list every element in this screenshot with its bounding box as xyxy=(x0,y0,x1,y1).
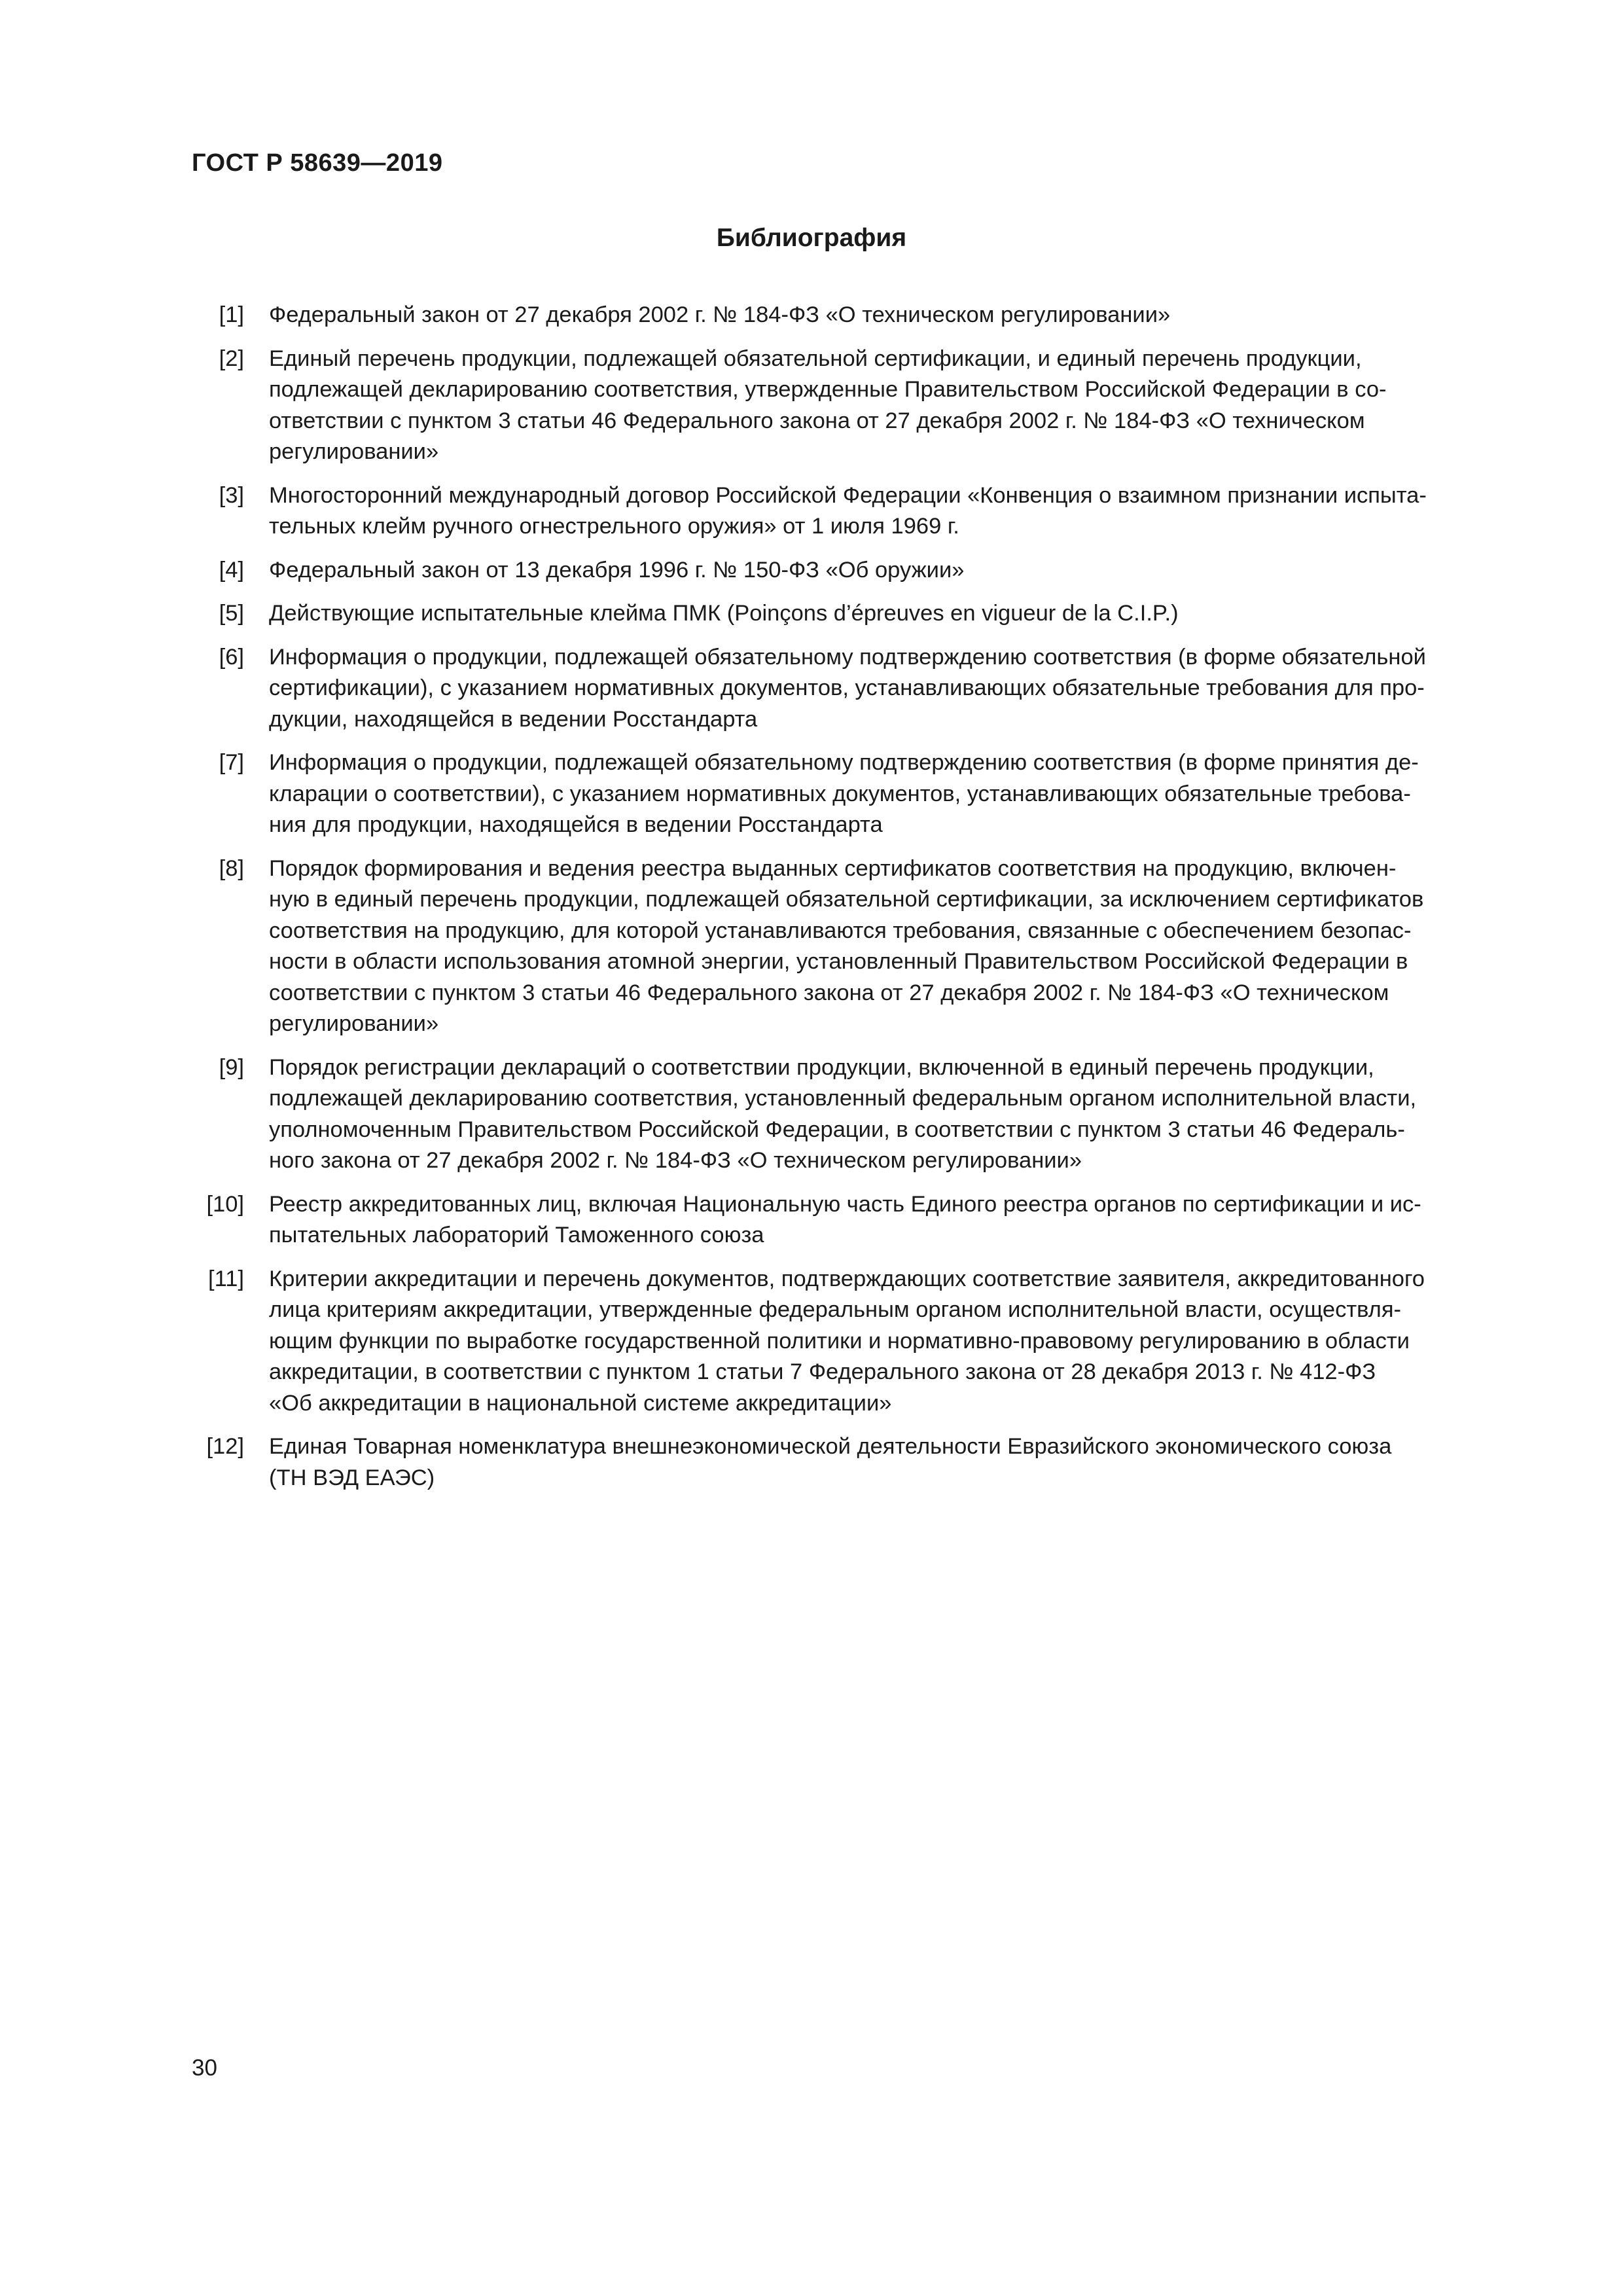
entry-number: [5] xyxy=(219,601,244,626)
bibliography-entry xyxy=(192,642,1493,736)
entry-text xyxy=(269,747,1493,841)
entry-line: регулировании» xyxy=(269,439,439,464)
entry-number: [2] xyxy=(219,346,244,371)
page-number: 30 xyxy=(192,2055,217,2081)
entry-line: соответствии с пунктом 3 статьи 46 Федерального закона от 27 декабря 2002 г. № 184-ФЗ «О техническом xyxy=(269,980,1389,1005)
entry-line: подлежащей декларированию соответствия, утвержденные Правительством Российской Федерации в со- xyxy=(269,377,1387,402)
section-title xyxy=(0,224,1623,253)
entry-number: [4] xyxy=(219,557,244,583)
bibliography-entry xyxy=(192,1189,1493,1251)
entry-line: аккредитации, в соответствии с пунктом 1 статьи 7 Федерального закона от 28 декабря 2013 г. № 412-ФЗ xyxy=(269,1359,1376,1384)
entry-number: [12] xyxy=(206,1434,244,1459)
entry-line: тельных клейм ручного огнестрельного оружия» от 1 июля 1969 г. xyxy=(269,514,959,539)
bibliography-entry xyxy=(192,300,1493,331)
entry-line: сертификации), с указанием нормативных документов, устанавливающих обязательные требования для про- xyxy=(269,675,1425,700)
entry-number: [10] xyxy=(206,1191,244,1217)
entry-line: Порядок формирования и ведения реестра выданных сертификатов соответствия на продукцию, включен- xyxy=(269,855,1397,881)
entry-line: Единый перечень продукции, подлежащей обязательной сертификации, и единый перечень продукции, xyxy=(269,346,1362,371)
entry-line: «Об аккредитации в национальной системе аккредитации» xyxy=(269,1390,892,1416)
entry-line: Единая Товарная номенклатура внешнеэкономической деятельности Евразийского экономического союза xyxy=(269,1434,1392,1459)
entry-text xyxy=(269,480,1493,543)
entry-line: соответствия на продукцию, для которой устанавливаются требования, связанные с обеспечением безопас- xyxy=(269,918,1412,943)
entry-number: [1] xyxy=(219,302,244,327)
entry-line: Реестр аккредитованных лиц, включая Национальную часть Единого реестра органов по сертификации и ис- xyxy=(269,1191,1421,1217)
bibliography-entry xyxy=(192,1264,1493,1420)
bibliography-entry xyxy=(192,1431,1493,1494)
entry-line: ности в области использования атомной энергии, установленный Правительством Российской Федерации в xyxy=(269,949,1408,974)
entry-number: [7] xyxy=(219,750,244,775)
entry-line: ную в единый перечень продукции, подлежащей обязательной сертификации, за исключением сертификатов xyxy=(269,887,1424,912)
bibliography-entry xyxy=(192,555,1493,586)
bibliography-entry xyxy=(192,344,1493,468)
bibliography-entry xyxy=(192,1052,1493,1177)
entry-line: (ТН ВЭД ЕАЭС) xyxy=(269,1465,435,1490)
entry-line: Действующие испытательные клейма ПМК (Poinçons d’épreuves en vigueur de la C.I.P.) xyxy=(269,601,1179,626)
entry-line: Информация о продукции, подлежащей обязательному подтверждению соответствия (в форме принятия де- xyxy=(269,750,1419,775)
entry-text xyxy=(269,1189,1493,1251)
entry-line: Информация о продукции, подлежащей обязательному подтверждению соответствия (в форме обязательной xyxy=(269,644,1426,670)
entry-line: Критерии аккредитации и перечень документов, подтверждающих соответствие заявителя, аккредитованного xyxy=(269,1266,1425,1291)
document-code: ГОСТ Р 58639—2019 xyxy=(192,149,443,177)
entry-line: ния для продукции, находящейся в ведении Росстандарта xyxy=(269,812,883,837)
entry-text xyxy=(269,1264,1493,1420)
entry-line: ответствии с пунктом 3 статьи 46 Федерального закона от 27 декабря 2002 г. № 184-ФЗ «О техническом xyxy=(269,408,1365,433)
bibliography-entry xyxy=(192,598,1493,630)
entry-number: [9] xyxy=(219,1054,244,1080)
entry-text xyxy=(269,555,1493,586)
entry-line: Федеральный закон от 13 декабря 1996 г. № 150-ФЗ «Об оружии» xyxy=(269,557,965,583)
section-title-text: Библиография xyxy=(716,224,907,252)
entry-line: регулировании» xyxy=(269,1011,439,1036)
entry-line: дукции, находящейся в ведении Росстандарта xyxy=(269,706,758,732)
entry-line: Многосторонний международный договор Российской Федерации «Конвенция о взаимном признании испыта- xyxy=(269,482,1427,508)
entry-text xyxy=(269,344,1493,468)
entry-line: пытательных лабораторий Таможенного союза xyxy=(269,1223,764,1247)
entry-line: Федеральный закон от 27 декабря 2002 г. № 184-ФЗ «О техническом регулировании» xyxy=(269,302,1171,327)
entry-text xyxy=(269,598,1493,630)
entry-text xyxy=(269,1431,1493,1494)
bibliography-list xyxy=(192,300,1493,1506)
entry-number: [3] xyxy=(219,482,244,508)
entry-number: [11] xyxy=(208,1266,244,1291)
bibliography-entry xyxy=(192,747,1493,841)
entry-text xyxy=(269,642,1493,736)
bibliography-entry xyxy=(192,480,1493,543)
entry-line: Порядок регистрации деклараций о соответствии продукции, включенной в единый перечень продукции, xyxy=(269,1054,1374,1080)
entry-line: ного закона от 27 декабря 2002 г. № 184-ФЗ «О техническом регулировании» xyxy=(269,1148,1082,1173)
bibliography-entry xyxy=(192,853,1493,1040)
entry-text xyxy=(269,853,1493,1040)
entry-line: лица критериям аккредитации, утвержденные федеральным органом исполнительной власти, осуществля- xyxy=(269,1297,1401,1322)
entry-text xyxy=(269,300,1493,331)
entry-text xyxy=(269,1052,1493,1177)
entry-number: [6] xyxy=(219,644,244,670)
entry-number: [8] xyxy=(219,855,244,881)
entry-line: кларации о соответствии), с указанием нормативных документов, устанавливающих обязательные требова- xyxy=(269,781,1411,806)
entry-line: уполномоченным Правительством Российской Федерации, в соответствии с пунктом 3 статьи 46 Федераль- xyxy=(269,1117,1405,1142)
entry-line: ющим функции по выработке государственной политики и нормативно-правовому регулированию в области xyxy=(269,1328,1410,1354)
entry-line: подлежащей декларированию соответствия, установленный федеральным органом исполнительной власти, xyxy=(269,1086,1417,1111)
